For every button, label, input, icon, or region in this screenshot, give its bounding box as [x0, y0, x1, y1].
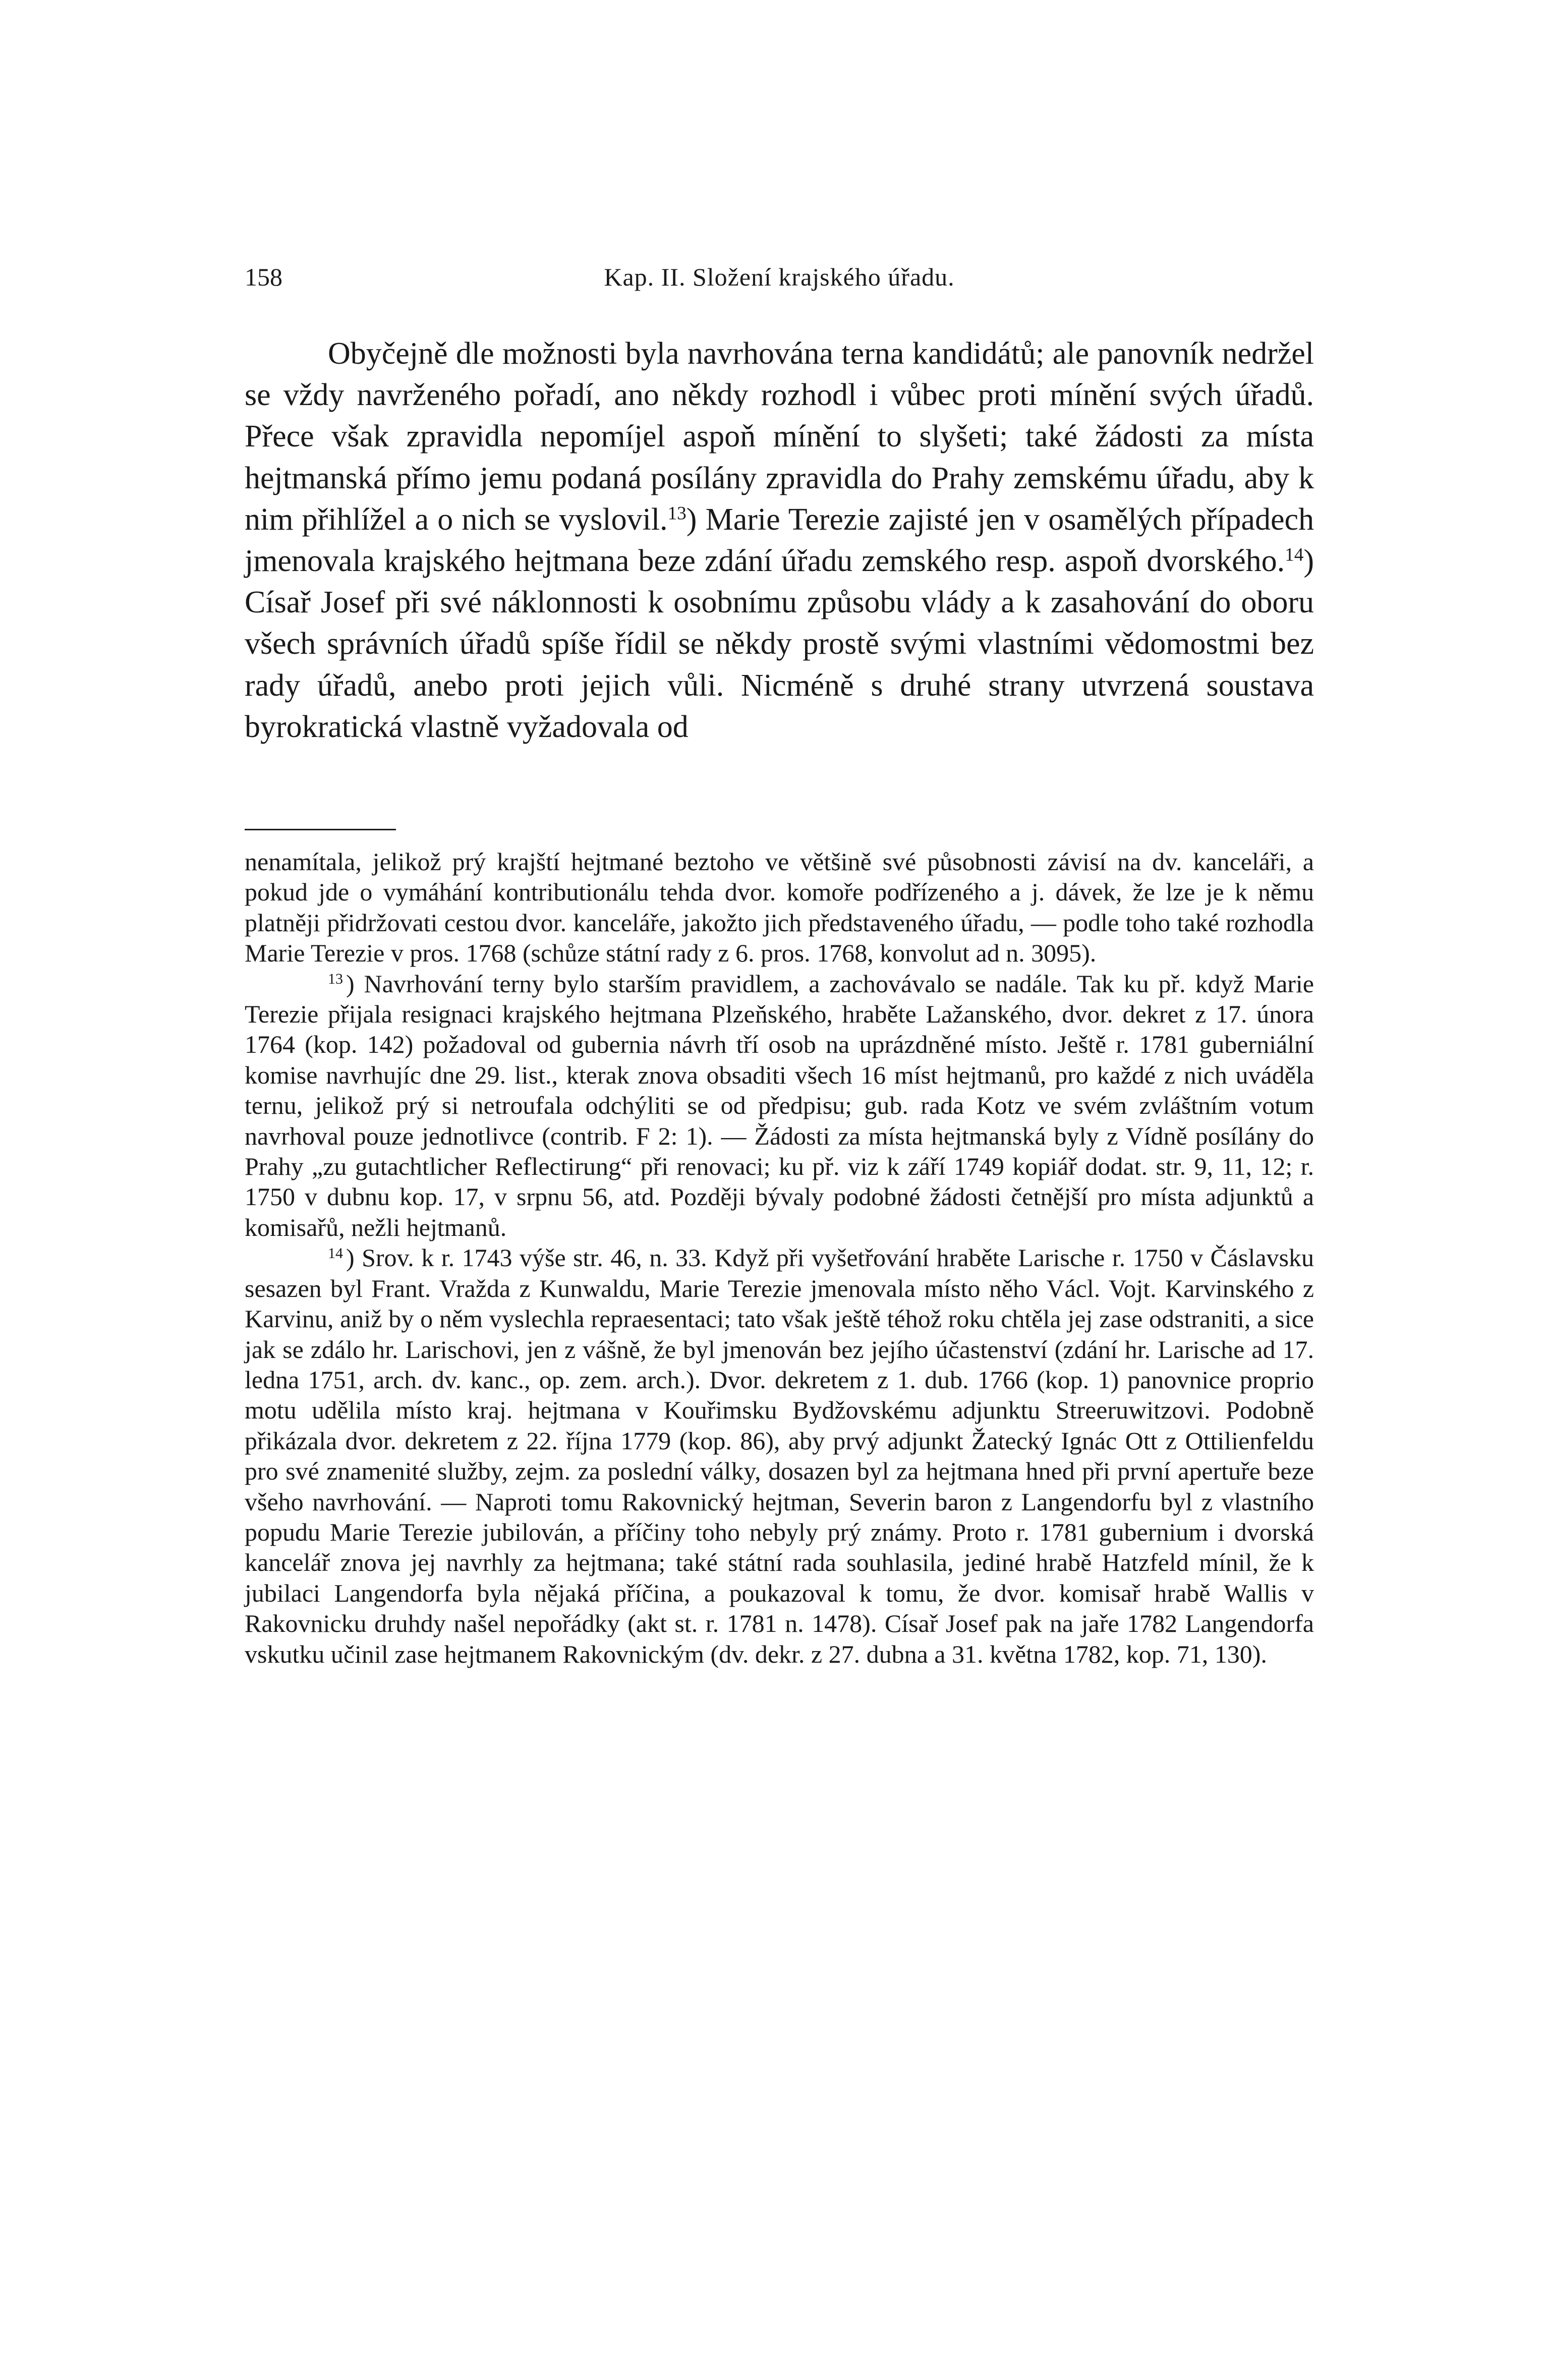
page-header	[245, 262, 1314, 303]
footnote-reference-13: 13	[667, 503, 687, 524]
footnotes-section	[245, 846, 1314, 1669]
footnote-continued: nenamítala, jelikož prý krajští hejtmané beztoho ve většině své působnosti závisí na dv. kanceláři, a pokud jde o vymáhání kontributionálu tehda dvor. komoře podřízeného a j. dávek, že lze je k němu platněji přidržovati cestou dvor. kanceláře, jakožto jich představeného úřadu, — podle toho také rozhodla Marie Terezie v pros. 1768 (schůze státní rady z 6. pros. 1768, konvolut ad n. 3095).	[245, 847, 1314, 968]
main-paragraph	[245, 333, 1314, 748]
main-text-part-3: ) Císař Josef při své náklonnosti k osobnímu způsobu vlády a k zasahování do oboru všech správních úřadů spíše řídil se někdy prostě svými vlastními vědomostmi bez rady úřadů, anebo proti jejich vůli. Nicméně s druhé strany utvrzená soustava byrokratická vlastně vyžadovala od	[245, 544, 1314, 744]
footnote-14-text: ) Srov. k r. 1743 výše str. 46, n. 33. Když při vyšetřování hraběte Larische r. 1750 v Čáslavsku sesazen byl Frant. Vražda z Kunwaldu, Marie Terezie jmenovala místo něho Václ. Vojt. Karvinského z Karvinu, aniž by o něm vyslechla repraesentaci; tato však ještě téhož roku chtěla jej zase odstraniti, a sice jak se zdálo hr. Larischovi, jen z vášně, že byl jmenován bez jejího účastenství (zdání hr. Larische ad 17. ledna 1751, arch. dv. kanc., op. zem. arch.). Dvor. dekretem z 1. dub. 1766 (kop. 1) panovnice proprio motu udělila místo kraj. hejtmana v Kouřimsku Bydžovskému adjunktu Streeruwitzovi. Podobně přikázala dvor. dekretem z 22. října 1779 (kop. 86), aby prvý adjunkt Žatecký Ignác Ott z Ottilienfeldu pro své znamenité služby, zejm. za poslední války, dosazen byl za hejtmana hned při první apertuře beze všeho navrhování. — Naproti tomu Rakovnický hejtman, Severin baron z Langendorfu byl z vlastního popudu Marie Terezie jubilován, a příčiny toho nebyly prý známy. Proto r. 1781 gubernium i dvorská kancelář znova jej navrhly za hejtmana; také státní rada souhlasila, jediné hrabě Hatzfeld mínil, že k jubilaci Langendorfa byla nějaká příčina, a poukazoval k tomu, že dvor. komisař hrabě Wallis v Rakovnicku druhdy našel nepořádky (akt st. r. 1781 n. 1478). Císař Josef pak na jaře 1782 Langendorfa vskutku učinil zase hejtmanem Rakovnickým (dv. dekr. z 27. dubna a 31. května 1782, kop. 71, 130).	[245, 1243, 1314, 1668]
footnote-separator-rule	[245, 829, 396, 830]
page-number: 158	[245, 263, 282, 291]
footnote-13	[245, 969, 1314, 1243]
footnote-13-text: ) Navrhování terny bylo starším pravidlem, a zachovávalo se nadále. Tak ku př. když Marie Terezie přijala resignaci krajského hejtmana Plzeňského, hraběte Lažanského, dvor. dekret z 17. února 1764 (kop. 142) požadoval od gubernia návrh tří osob na uprázdněné místo. Ještě r. 1781 guberniální komise navrhujíc dne 29. list., kterak znova obsaditi všech 16 míst hejtmanů, pro každé z nich uváděla ternu, jelikož prý si netroufala odchýliti se od předpisu; gub. rada Kotz ve svém zvláštním votum navrhoval pouze jednotlivce (contrib. F 2: 1). — Žádosti za místa hejtmanská byly z Vídně posílány do Prahy „zu gutachtlicher Reflectirung“ při renovaci; ku př. viz k září 1749 kopiář dodat. str. 9, 11, 12; r. 1750 v dubnu kop. 17, v srpnu 56, atd. Později bývaly podobné žádosti četnější pro místa adjunktů a komisařů, nežli hejtmanů.	[245, 969, 1314, 1241]
footnote-marker-14: 14	[328, 1244, 343, 1262]
footnote-reference-14: 14	[1285, 544, 1304, 565]
main-text-part-1: Obyčejně dle možnosti byla navrhována terna kandidátů; ale panovník nedržel se vždy navrženého pořadí, ano někdy rozhodl i vůbec proti mínění svých úřadů. Přece však zpravidla nepomíjel aspoň mínění to slyšeti; také žádosti za místa hejtmanská přímo jemu podaná posílány zpravidla do Prahy zemskému úřadu, aby k nim přihlížel a o nich se vyslovil.	[245, 336, 1314, 537]
footnote-14	[245, 1242, 1314, 1669]
running-head: Kap. II. Složení krajského úřadu.	[604, 263, 955, 291]
footnote-marker-13: 13	[328, 971, 343, 988]
main-text-part-2: ) Marie Terezie zajisté jen v osamělých případech jmenovala krajského hejtmana beze zdání úřadu zemského resp. aspoň dvorského.	[245, 502, 1314, 579]
